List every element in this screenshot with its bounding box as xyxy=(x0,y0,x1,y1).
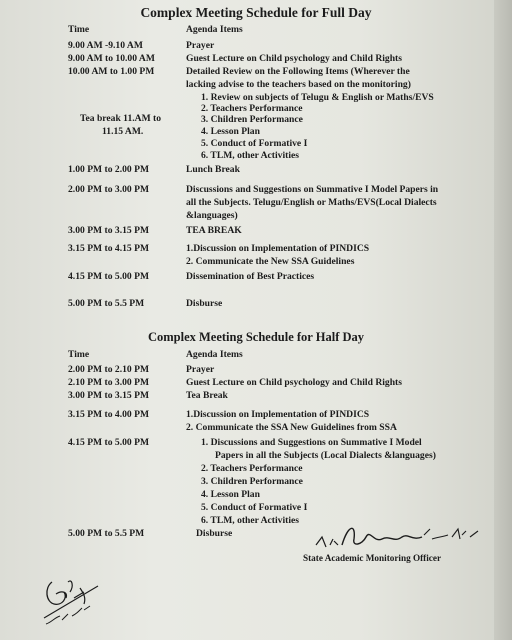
schedule-item: TEA BREAK xyxy=(186,225,242,236)
schedule-item: lacking advise to the teachers based on the monitoring) xyxy=(186,79,411,90)
schedule-time: 9.00 AM -9.10 AM xyxy=(68,40,143,51)
schedule-item: Guest Lecture on Child psychology and Child Rights xyxy=(186,377,402,388)
schedule-item: 5. Conduct of Formative I xyxy=(201,502,308,513)
schedule-item: all the Subjects. Telugu/English or Maths/EVS(Local Dialects xyxy=(186,197,437,208)
schedule-item: Tea Break xyxy=(186,390,228,401)
schedule-time: Tea break 11.AM to xyxy=(80,113,162,124)
schedule-time: 9.00 AM to 10.00 AM xyxy=(68,53,155,64)
half-day-header-time: Time xyxy=(68,349,90,360)
schedule-time: 1.00 PM to 2.00 PM xyxy=(68,164,149,175)
schedule-time: 5.00 PM to 5.5 PM xyxy=(68,298,145,309)
page-edge-shadow xyxy=(494,0,512,640)
schedule-time: 4.15 PM to 5.00 PM xyxy=(68,271,149,282)
half-day-title: Complex Meeting Schedule for Half Day xyxy=(147,330,365,344)
schedule-item: Disburse xyxy=(196,528,233,539)
schedule-time: 2.00 PM to 2.10 PM xyxy=(68,364,149,375)
schedule-item: 6. TLM, other Activities xyxy=(201,150,299,161)
schedule-item: 5. Conduct of Formative I xyxy=(201,138,308,149)
schedule-item: 3. Children Performance xyxy=(201,114,303,125)
schedule-time: 3.15 PM to 4.15 PM xyxy=(68,243,149,254)
schedule-item: 1. Discussions and Suggestions on Summative I Model xyxy=(201,437,422,448)
schedule-item: 2. Communicate the SSA New Guidelines from SSA xyxy=(186,422,397,433)
schedule-item: 2. Communicate the New SSA Guidelines xyxy=(186,256,355,267)
schedule-item: 1. Review on subjects of Telugu & English or Maths/EVS xyxy=(201,92,434,103)
schedule-item: Papers in all the Subjects (Local Dialects &languages) xyxy=(215,450,436,461)
officer-signature xyxy=(312,515,492,555)
schedule-item: 6. TLM, other Activities xyxy=(201,515,299,526)
handwritten-initials xyxy=(38,568,118,632)
schedule-time: 11.15 AM. xyxy=(102,126,144,137)
schedule-item: Detailed Review on the Following Items (Wherever the xyxy=(186,66,410,77)
full-day-header-time: Time xyxy=(68,24,90,35)
schedule-item: Guest Lecture on Child psychology and Child Rights xyxy=(186,53,402,64)
full-day-header-agenda: Agenda Items xyxy=(186,24,243,35)
schedule-time: 3.00 PM to 3.15 PM xyxy=(68,225,149,236)
schedule-item: 4. Lesson Plan xyxy=(201,489,260,500)
schedule-time: 10.00 AM to 1.00 PM xyxy=(68,66,155,77)
schedule-item: Discussions and Suggestions on Summative I Model Papers in xyxy=(186,184,439,195)
schedule-item: 3. Children Performance xyxy=(201,476,303,487)
schedule-item: 2. Teachers Performance xyxy=(201,103,303,114)
schedule-time: 2.00 PM to 3.00 PM xyxy=(68,184,149,195)
schedule-time: 3.00 PM to 3.15 PM xyxy=(68,390,149,401)
schedule-item: &languages) xyxy=(186,210,238,221)
schedule-time: 5.00 PM to 5.5 PM xyxy=(68,528,145,539)
schedule-item: 1.Discussion on Implementation of PINDICS xyxy=(186,243,370,254)
schedule-item: Prayer xyxy=(186,40,215,51)
schedule-item: 1.Discussion on Implementation of PINDICS xyxy=(186,409,370,420)
full-day-title: Complex Meeting Schedule for Full Day xyxy=(140,5,372,20)
officer-title: State Academic Monitoring Officer xyxy=(303,553,442,563)
schedule-item: Disburse xyxy=(186,298,223,309)
half-day-header-agenda: Agenda Items xyxy=(186,349,243,360)
schedule-item: Dissemination of Best Practices xyxy=(186,271,315,282)
schedule-time: 4.15 PM to 5.00 PM xyxy=(68,437,149,448)
schedule-item: Prayer xyxy=(186,364,215,375)
schedule-item: 4. Lesson Plan xyxy=(201,126,260,137)
schedule-time: 3.15 PM to 4.00 PM xyxy=(68,409,149,420)
schedule-item: Lunch Break xyxy=(186,164,240,175)
schedule-time: 2.10 PM to 3.00 PM xyxy=(68,377,149,388)
schedule-item: 2. Teachers Performance xyxy=(201,463,303,474)
